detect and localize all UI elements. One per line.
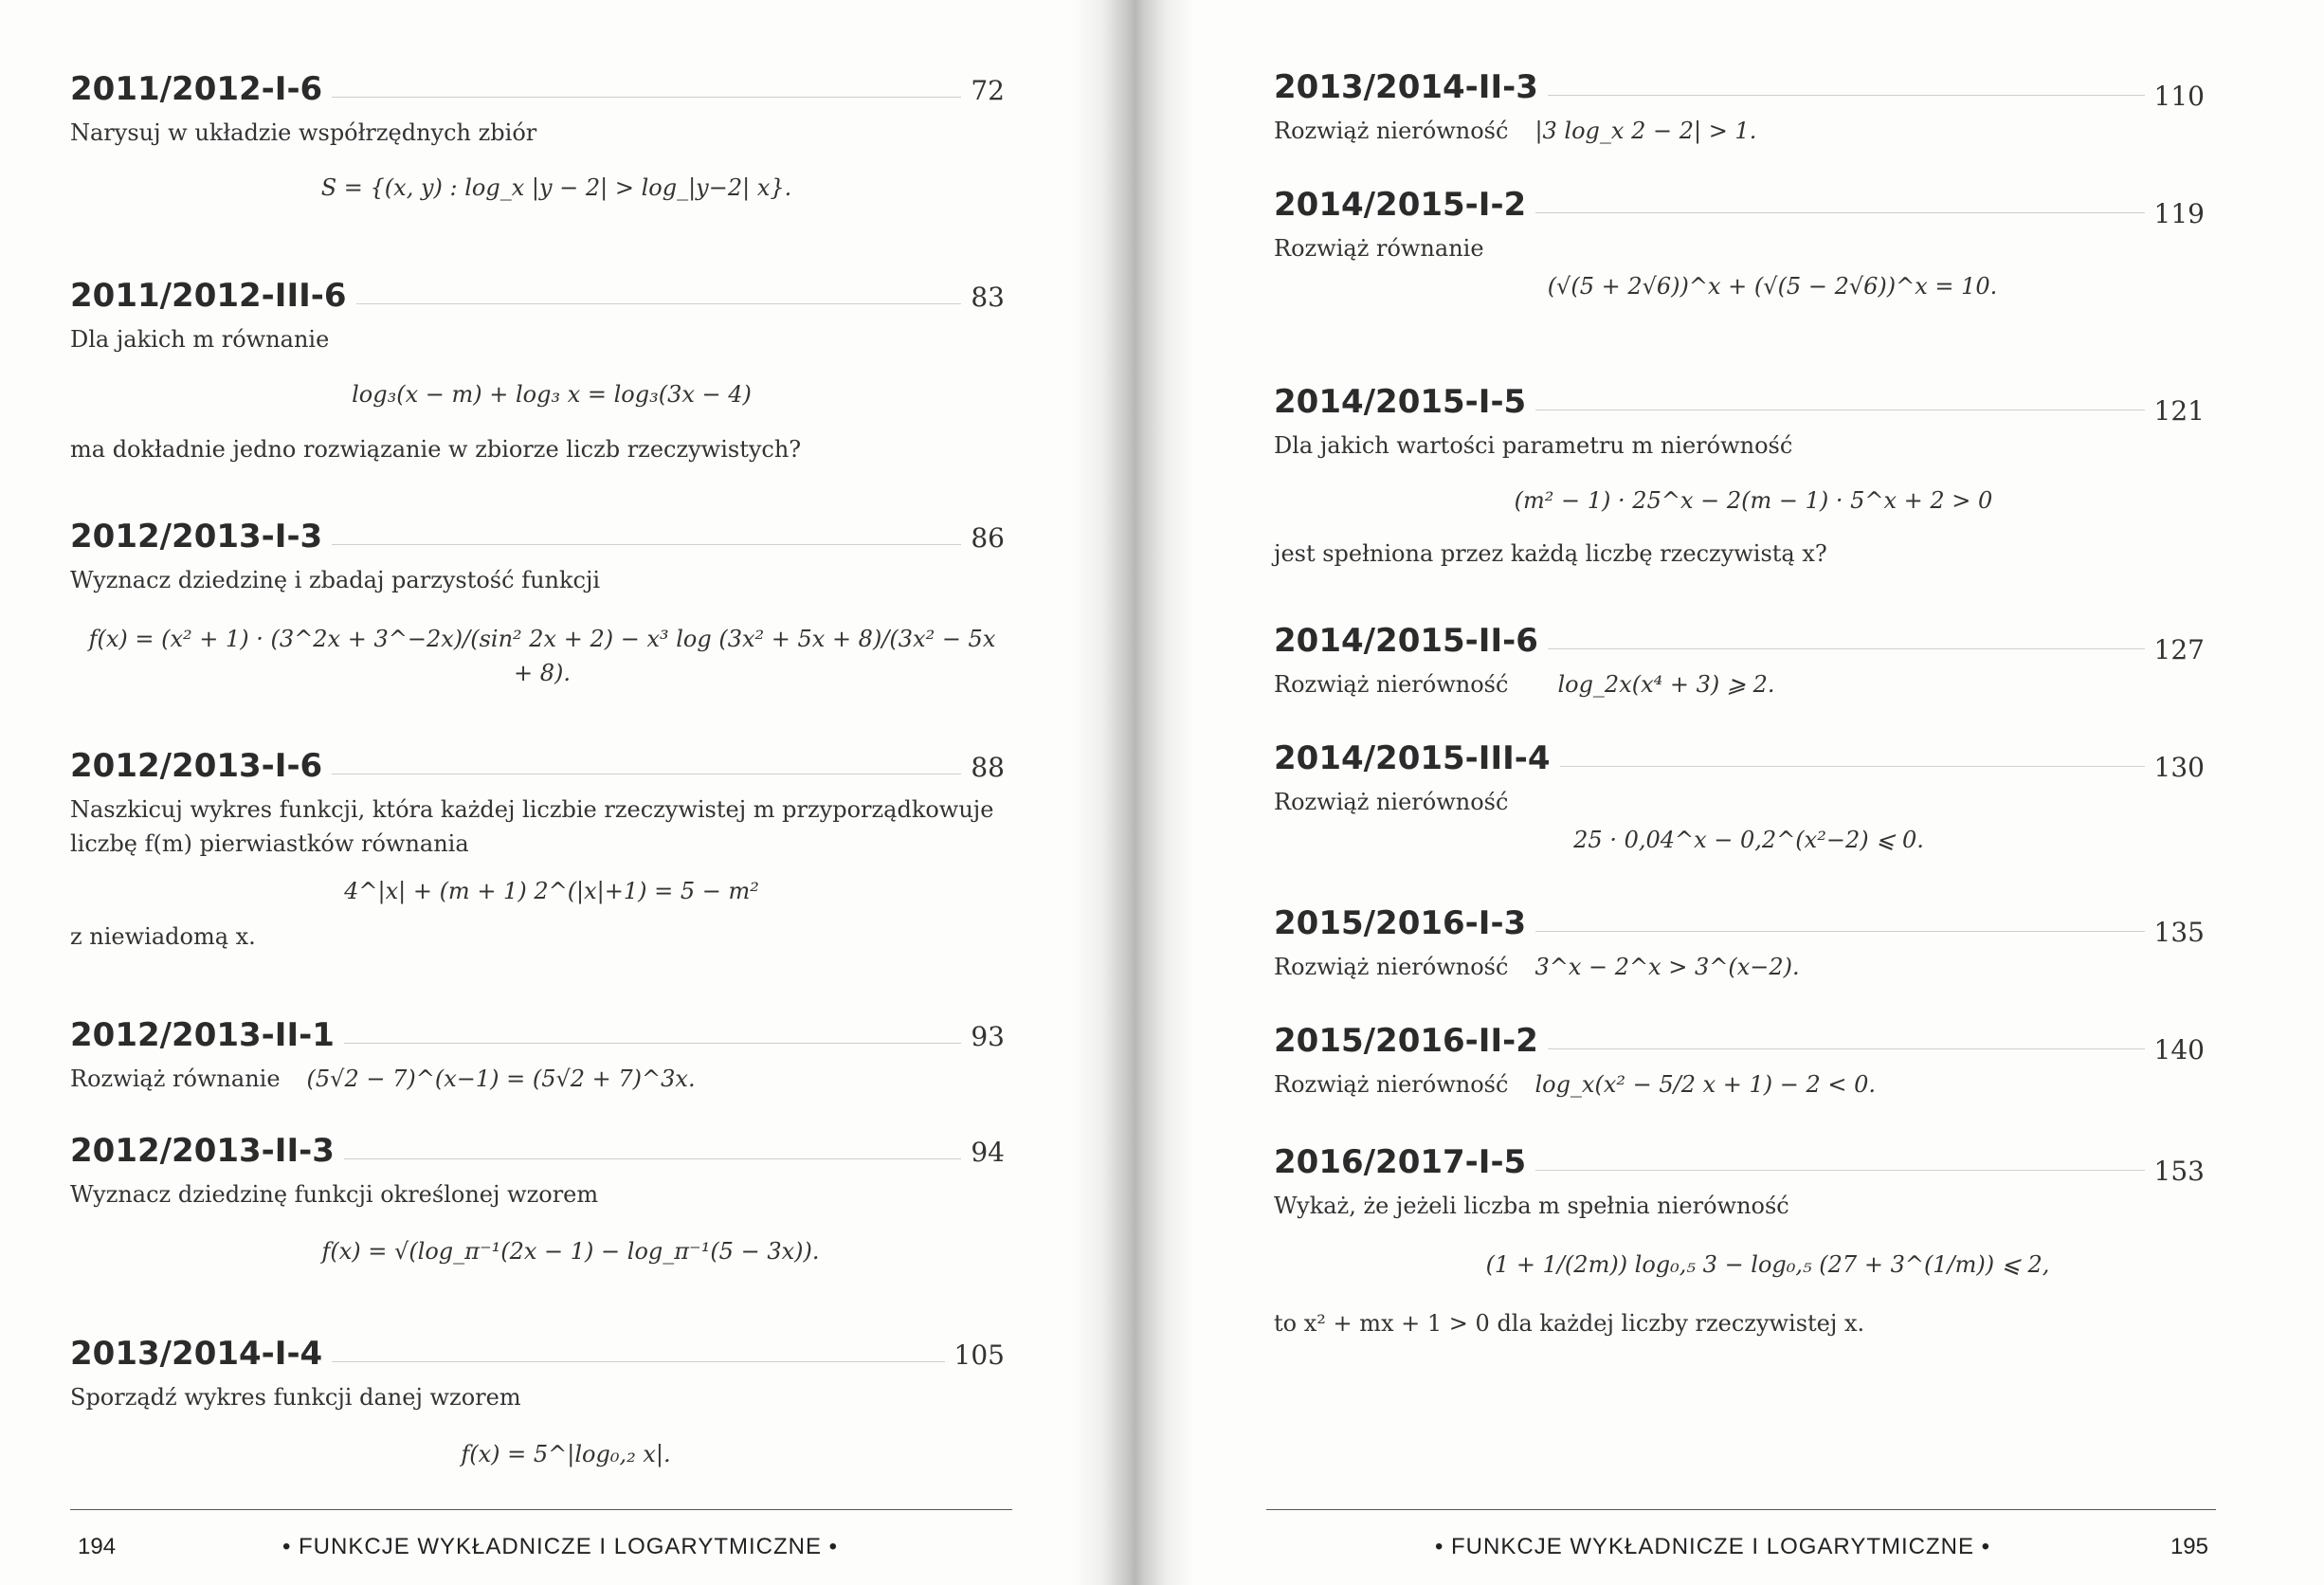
problem-2011-2012-I-6	[70, 68, 1005, 205]
problem-code: 2012/2013-II-1	[70, 1014, 344, 1056]
page-reference: 72	[961, 70, 1005, 112]
problem-code: 2013/2014-II-3	[1274, 66, 1548, 108]
right-page	[1194, 0, 2324, 1585]
page-reference: 83	[961, 277, 1005, 319]
left-page-number: 194	[78, 1534, 117, 1559]
problem-2015-2016-II-2	[1274, 1020, 2205, 1102]
problem-text: Rozwiąż nierówność	[1274, 789, 1509, 815]
problem-heading	[1274, 902, 2205, 954]
left-page-footer	[70, 1509, 1012, 1557]
problem-formula: (1 + 1/(2m)) log₀,₅ 3 − log₀,₅ (27 + 3^(1/m)) ⩽ 2,	[1485, 1251, 2050, 1278]
running-title: • FUNKCJE WYKŁADNICZE I LOGARYTMICZNE •	[281, 1534, 839, 1559]
problem-text: Rozwiąż równanie	[1274, 235, 1484, 262]
page-reference: 86	[961, 518, 1005, 559]
problem-text: Wyznacz dziedzinę funkcji określonej wzorem	[70, 1181, 599, 1208]
problem-code: 2014/2015-II-6	[1274, 620, 1548, 662]
problem-2016-2017-I-5	[1274, 1141, 2205, 1340]
page-reference: 110	[2145, 76, 2205, 118]
problem-code: 2012/2013-I-3	[70, 516, 332, 557]
problem-2014-2015-II-6	[1274, 620, 2205, 701]
problem-heading	[1274, 738, 2205, 789]
problem-text: Naszkicuj wykres funkcji, która każdej liczbie rzeczywistej m przyporządkowuje liczbę f(m) pierwiastków równania	[70, 796, 994, 857]
problem-formula: f(x) = √(log_π⁻¹(2x − 1) − log_π⁻¹(5 − 3x)).	[321, 1238, 820, 1265]
footer-rule	[1266, 1509, 2216, 1510]
right-page-footer	[1266, 1509, 2216, 1557]
problem-heading	[70, 516, 1005, 567]
problem-code: 2011/2012-III-6	[70, 275, 356, 317]
problem-formula: log₃(x − m) + log₃ x = log₃(3x − 4)	[352, 381, 752, 408]
problem-heading	[70, 1333, 1005, 1384]
problem-heading	[1274, 1020, 2205, 1071]
problem-formula: f(x) = (x² + 1) · (3^2x + 3^−2x)/(sin² 2x + 2) − x³ log (3x² + 5x + 8)/(3x² − 5x + 8).	[88, 626, 996, 686]
problem-heading	[70, 1014, 1005, 1066]
problem-2014-2015-III-4	[1274, 738, 2205, 857]
problem-text: Sporządź wykres funkcji danej wzorem	[70, 1384, 521, 1411]
problem-text-after: to x² + mx + 1 > 0 dla każdej liczby rzeczywistej x.	[1274, 1310, 1865, 1337]
page-reference: 88	[961, 747, 1005, 789]
problem-formula: f(x) = 5^|log₀,₂ x|.	[461, 1441, 671, 1467]
page-reference: 135	[2145, 912, 2205, 954]
problem-code: 2013/2014-I-4	[70, 1333, 332, 1375]
problem-code: 2012/2013-I-6	[70, 745, 332, 787]
problem-line	[1274, 114, 2205, 148]
problem-2014-2015-I-2	[1274, 184, 2205, 303]
page-reference: 140	[2145, 1029, 2205, 1071]
problem-heading	[1274, 620, 2205, 671]
problem-text: Rozwiąż nierówność	[1274, 954, 1509, 980]
problem-line	[1274, 1067, 2205, 1102]
problem-formula: 25 · 0,04^x − 0,2^(x²−2) ⩽ 0.	[1573, 827, 1924, 853]
problem-2012-2013-I-3	[70, 516, 1005, 690]
problem-formula: log_x(x² − 5/2 x + 1) − 2 < 0.	[1534, 1071, 1877, 1098]
problem-text-after: jest spełniona przez każdą liczbę rzeczywistą x?	[1274, 540, 1827, 567]
problem-2011-2012-III-6	[70, 275, 1005, 466]
problem-line	[1274, 667, 2205, 701]
page-reference: 119	[2145, 193, 2205, 235]
problem-2012-2013-I-6	[70, 745, 1005, 954]
problem-formula: S = {(x, y) : log_x |y − 2| > log_|y−2| x}.	[320, 174, 792, 201]
problem-2012-2013-II-1	[70, 1014, 1005, 1096]
problem-code: 2014/2015-III-4	[1274, 738, 1560, 779]
problem-2012-2013-II-3	[70, 1130, 1005, 1268]
problem-code: 2015/2016-I-3	[1274, 902, 1535, 944]
problem-formula: 4^|x| + (m + 1) 2^(|x|+1) = 5 − m²	[344, 878, 759, 904]
problem-code: 2015/2016-II-2	[1274, 1020, 1548, 1062]
problem-code: 2014/2015-I-2	[1274, 184, 1535, 226]
problem-2013-2014-II-3	[1274, 66, 2205, 148]
problem-heading	[1274, 66, 2205, 118]
page-reference: 130	[2145, 747, 2205, 789]
page-reference: 127	[2145, 629, 2205, 671]
running-title: • FUNKCJE WYKŁADNICZE I LOGARYTMICZNE •	[1434, 1534, 1991, 1559]
left-page	[0, 0, 1071, 1585]
problem-heading	[70, 1130, 1005, 1181]
problem-text: Dla jakich wartości parametru m nierówność	[1274, 432, 1793, 459]
problem-heading	[1274, 1141, 2205, 1193]
problem-heading	[1274, 184, 2205, 235]
problem-text: Rozwiąż równanie	[70, 1066, 281, 1092]
problem-text-after: ma dokładnie jedno rozwiązanie w zbiorze liczb rzeczywistych?	[70, 436, 802, 463]
problem-formula: |3 log_x 2 − 2| > 1.	[1534, 118, 1757, 144]
problem-line	[70, 1062, 1005, 1096]
problem-code: 2012/2013-II-3	[70, 1130, 344, 1172]
right-page-number: 195	[2170, 1534, 2208, 1559]
problem-text: Rozwiąż nierówność	[1274, 118, 1509, 144]
problem-formula: (m² − 1) · 25^x − 2(m − 1) · 5^x + 2 > 0	[1514, 487, 1993, 514]
book-gutter	[1071, 0, 1194, 1585]
page-reference: 93	[961, 1016, 1005, 1058]
problem-text-after: z niewiadomą x.	[70, 923, 256, 950]
problem-formula: (√(5 + 2√6))^x + (√(5 − 2√6))^x = 10.	[1547, 273, 1998, 300]
problem-heading	[70, 275, 1005, 326]
problem-code: 2011/2012-I-6	[70, 68, 332, 110]
problem-text: Wyznacz dziedzinę i zbadaj parzystość funkcji	[70, 567, 601, 593]
problem-line	[1274, 950, 2205, 984]
problem-heading	[70, 745, 1005, 796]
problem-2014-2015-I-5	[1274, 381, 2205, 571]
problem-text: Dla jakich m równanie	[70, 326, 330, 353]
page-reference: 121	[2145, 391, 2205, 432]
problem-formula: (5√2 − 7)^(x−1) = (5√2 + 7)^3x.	[306, 1066, 696, 1092]
page-reference: 94	[961, 1132, 1005, 1174]
problem-2013-2014-I-4	[70, 1333, 1005, 1471]
page-reference: 105	[945, 1335, 1005, 1376]
problem-2015-2016-I-3	[1274, 902, 2205, 984]
problem-code: 2014/2015-I-5	[1274, 381, 1535, 423]
problem-formula: log_2x(x⁴ + 3) ⩾ 2.	[1557, 671, 1775, 698]
problem-heading	[70, 68, 1005, 119]
problem-text: Rozwiąż nierówność	[1274, 671, 1509, 698]
problem-text: Rozwiąż nierówność	[1274, 1071, 1509, 1098]
problem-formula: 3^x − 2^x > 3^(x−2).	[1534, 954, 1800, 980]
problem-text: Narysuj w układzie współrzędnych zbiór	[70, 119, 537, 146]
footer-rule	[70, 1509, 1012, 1510]
problem-heading	[1274, 381, 2205, 432]
problem-code: 2016/2017-I-5	[1274, 1141, 1535, 1183]
problem-text: Wykaż, że jeżeli liczba m spełnia nierówność	[1274, 1193, 1789, 1219]
page-reference: 153	[2145, 1151, 2205, 1193]
